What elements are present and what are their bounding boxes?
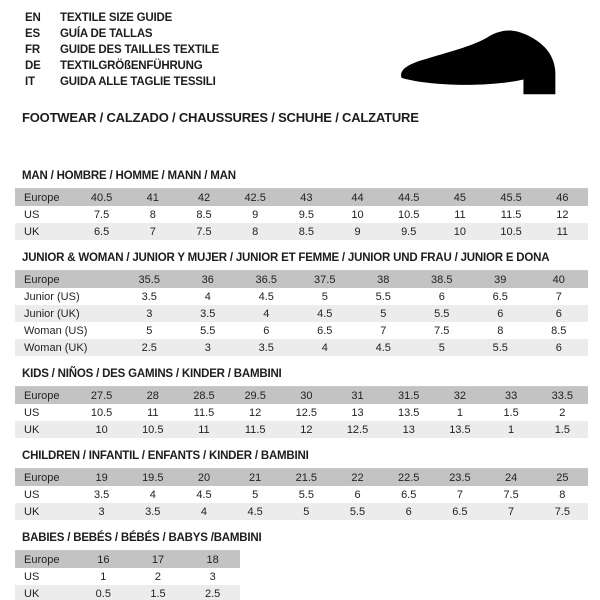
size-cell: 5.5 (298, 488, 314, 501)
size-cell: 44.5 (398, 191, 420, 204)
size-cell: 33 (504, 389, 518, 402)
size-cell: 5 (146, 324, 153, 337)
size-cell: 7 (149, 225, 156, 238)
size-cell: 4 (321, 341, 328, 354)
language-code: DE (25, 60, 41, 72)
table-row (15, 206, 588, 223)
table-title: KIDS / NIÑOS / DES GAMINS / KINDER / BAMBINI (22, 368, 282, 380)
size-cell: 3.5 (141, 290, 157, 303)
size-cell: 22 (351, 471, 364, 484)
size-cell: 6 (555, 341, 562, 354)
size-cell: 9.5 (298, 208, 314, 221)
size-cell: 6 (555, 307, 562, 320)
table-title: CHILDREN / INFANTIL / ENFANTS / KINDER / BAMBINI (22, 450, 309, 462)
size-cell: 3 (98, 505, 105, 518)
size-cell: 5.5 (200, 324, 216, 337)
size-cell: 8.5 (551, 324, 567, 337)
size-cell: 12 (249, 406, 262, 419)
size-cell: 4.5 (317, 307, 333, 320)
language-row (25, 74, 219, 90)
size-cell: 10 (453, 225, 467, 238)
language-list (25, 10, 219, 90)
table-row (15, 503, 588, 520)
size-cell: 8.5 (196, 208, 212, 221)
row-label: UK (24, 505, 40, 518)
row-label: UK (24, 423, 40, 436)
language-row (25, 26, 219, 42)
size-cell: 9.5 (401, 225, 417, 238)
size-cell: 18 (206, 553, 219, 566)
size-cell: 11.5 (500, 208, 522, 221)
size-cell: 5.5 (375, 290, 391, 303)
language-code: ES (25, 28, 40, 40)
language-row (25, 42, 219, 58)
size-cell: 39 (494, 273, 507, 286)
language-label: TEXTILE SIZE GUIDE (60, 12, 173, 24)
table-row (15, 223, 588, 240)
language-label: TEXTILGRÖßENFÜHRUNG (60, 60, 203, 72)
table-row (15, 585, 240, 600)
size-cell: 2.5 (141, 341, 157, 354)
table-section-babies (15, 532, 588, 600)
size-cell: 4 (204, 290, 211, 303)
size-cell: 45.5 (500, 191, 522, 204)
table-row (15, 568, 240, 585)
size-cell: 37.5 (314, 273, 336, 286)
table-row (15, 271, 588, 289)
table-section-junior-woman (15, 252, 588, 356)
size-table-junior-woman (15, 270, 588, 356)
size-cell: 24 (504, 471, 518, 484)
size-tables (15, 170, 588, 600)
size-cell: 3 (209, 570, 216, 583)
size-cell: 4.5 (196, 488, 212, 501)
size-cell: 7.5 (93, 208, 110, 221)
size-cell: 9 (354, 225, 361, 238)
size-cell: 6 (263, 324, 270, 337)
row-label: Europe (24, 553, 60, 566)
size-cell: 0.5 (95, 587, 111, 600)
size-cell: 21 (249, 471, 262, 484)
size-cell: 1.5 (150, 587, 166, 600)
size-cell: 6 (497, 307, 504, 320)
row-label: Junior (UK) (24, 307, 80, 320)
row-label: US (24, 208, 40, 221)
table-row (15, 339, 588, 356)
size-cell: 4.5 (258, 290, 274, 303)
size-cell: 5 (252, 488, 259, 501)
row-label: Woman (UK) (24, 341, 88, 354)
size-cell: 19.5 (142, 471, 164, 484)
size-cell: 6.5 (492, 290, 508, 303)
size-cell: 28 (146, 389, 159, 402)
size-cell: 32 (453, 389, 467, 402)
size-cell: 36.5 (255, 273, 277, 286)
size-cell: 3.5 (145, 505, 161, 518)
size-cell: 6 (405, 505, 412, 518)
size-cell: 4 (200, 505, 208, 518)
size-cell: 28.5 (193, 389, 215, 402)
size-cell: 31 (351, 389, 364, 402)
size-cell: 7.5 (554, 505, 570, 518)
size-cell: 8 (497, 324, 504, 337)
size-cell: 3 (204, 341, 211, 354)
size-cell: 5 (438, 341, 445, 354)
row-label: UK (24, 587, 40, 600)
size-cell: 12.5 (346, 423, 369, 436)
size-cell: 13.5 (449, 423, 471, 436)
size-cell: 19 (95, 471, 108, 484)
size-cell: 12 (556, 208, 569, 221)
size-cell: 1 (456, 406, 463, 419)
language-code: FR (25, 44, 40, 56)
table-section-man (15, 170, 588, 240)
size-cell: 8 (559, 488, 566, 501)
table-row (15, 189, 588, 207)
size-cell: 31.5 (398, 389, 420, 402)
size-cell: 10.5 (142, 423, 164, 436)
size-cell: 7 (456, 488, 463, 501)
size-cell: 3 (146, 307, 153, 320)
size-cell: 43 (300, 191, 313, 204)
size-cell: 1.5 (554, 423, 570, 436)
language-row (25, 10, 219, 26)
size-cell: 38 (377, 273, 390, 286)
size-cell: 10.5 (90, 406, 113, 419)
table-section-kids (15, 368, 588, 438)
size-cell: 2.5 (205, 587, 221, 600)
size-cell: 13.5 (398, 406, 420, 419)
size-cell: 42 (197, 191, 211, 204)
size-cell: 23.5 (449, 471, 471, 484)
size-cell: 3.5 (93, 488, 110, 501)
size-cell: 27.5 (90, 389, 113, 402)
size-cell: 6.5 (452, 505, 468, 518)
size-cell: 5 (321, 290, 328, 303)
size-cell: 22.5 (398, 471, 420, 484)
size-cell: 8 (149, 208, 156, 221)
size-cell: 9 (252, 208, 259, 221)
table-row (15, 404, 588, 421)
table-section-children (15, 450, 588, 520)
size-cell: 40.5 (90, 191, 113, 204)
size-cell: 11.5 (244, 423, 266, 436)
size-table-babies (15, 550, 240, 600)
size-cell: 10 (351, 208, 364, 221)
size-cell: 11 (556, 225, 569, 238)
size-cell: 5.5 (349, 505, 366, 518)
size-cell: 3.5 (258, 341, 274, 354)
table-row (15, 421, 588, 438)
language-code: EN (25, 12, 41, 24)
shoe-icon (395, 26, 575, 102)
size-cell: 7 (555, 290, 562, 303)
size-cell: 38.5 (431, 273, 453, 286)
size-cell: 11 (454, 208, 466, 221)
table-title: BABIES / BEBÉS / BÉBÉS / BABYS /BAMBINI (22, 532, 262, 544)
size-cell: 33.5 (551, 389, 574, 402)
size-cell: 36 (201, 273, 214, 286)
row-label: UK (24, 225, 40, 238)
size-cell: 45 (453, 191, 467, 204)
size-cell: 6.5 (401, 488, 417, 501)
size-cell: 6 (354, 488, 361, 501)
row-label: Europe (24, 471, 60, 484)
size-cell: 4 (149, 488, 156, 501)
row-label: Europe (24, 273, 60, 286)
row-label: Woman (US) (24, 324, 88, 337)
size-cell: 8.5 (298, 225, 314, 238)
size-cell: 11 (198, 423, 210, 436)
size-cell: 8 (252, 225, 259, 238)
size-cell: 4.5 (247, 505, 263, 518)
size-cell: 35.5 (138, 273, 160, 286)
table-row (15, 469, 588, 487)
size-cell: 6 (438, 290, 445, 303)
size-cell: 16 (97, 553, 110, 566)
table-row (15, 551, 240, 569)
size-cell: 5.5 (434, 307, 450, 320)
row-label: Europe (24, 389, 60, 402)
size-cell: 11.5 (193, 406, 215, 419)
size-cell: 4 (263, 307, 270, 320)
size-table-kids (15, 386, 588, 438)
size-cell: 4.5 (375, 341, 391, 354)
size-cell: 5.5 (492, 341, 508, 354)
row-label: US (24, 488, 40, 501)
size-cell: 21.5 (295, 471, 318, 484)
size-cell: 2 (154, 570, 162, 583)
size-cell: 7 (380, 324, 387, 337)
size-cell: 3.5 (200, 307, 216, 320)
size-cell: 7.5 (434, 324, 450, 337)
size-cell: 1.5 (503, 406, 519, 419)
size-cell: 6.5 (317, 324, 333, 337)
size-cell: 42.5 (244, 191, 266, 204)
size-cell: 6.5 (93, 225, 110, 238)
size-cell: 1 (100, 570, 107, 583)
category-heading: FOOTWEAR / CALZADO / CHAUSSURES / SCHUHE / CALZATURE (22, 110, 419, 125)
size-cell: 10 (95, 423, 108, 436)
size-cell: 17 (151, 553, 165, 566)
size-cell: 11 (147, 406, 159, 419)
language-code: IT (25, 76, 35, 88)
language-label: GUIDE DES TAILLES TEXTILE (60, 44, 219, 56)
size-cell: 30 (300, 389, 313, 402)
size-cell: 1 (508, 423, 515, 436)
row-label: Junior (US) (24, 290, 80, 303)
size-cell: 5 (380, 307, 387, 320)
size-cell: 2 (559, 406, 566, 419)
table-row (15, 486, 588, 503)
size-cell: 10.5 (500, 225, 522, 238)
table-title: MAN / HOMBRE / HOMME / MANN / MAN (22, 170, 236, 182)
table-row (15, 305, 588, 322)
language-row (25, 58, 219, 74)
size-cell: 46 (556, 191, 569, 204)
size-cell: 7 (508, 505, 515, 518)
size-cell: 41 (146, 191, 159, 204)
size-cell: 29.5 (244, 389, 266, 402)
size-cell: 7.5 (196, 225, 212, 238)
table-title: JUNIOR & WOMAN / JUNIOR Y MUJER / JUNIOR ET FEMME / JUNIOR UND FRAU / JUNIOR E DONA (22, 252, 550, 264)
size-cell: 12.5 (295, 406, 318, 419)
row-label: Europe (24, 191, 60, 204)
size-cell: 20 (197, 471, 211, 484)
size-cell: 40 (552, 273, 565, 286)
table-row (15, 322, 588, 339)
size-cell: 13 (351, 406, 364, 419)
size-cell: 5 (303, 505, 310, 518)
size-cell: 44 (351, 191, 364, 204)
size-cell: 13 (402, 423, 415, 436)
table-row (15, 288, 588, 305)
table-row (15, 387, 588, 405)
size-cell: 7.5 (503, 488, 519, 501)
size-cell: 12 (300, 423, 313, 436)
size-table-children (15, 468, 588, 520)
language-label: GUÍA DE TALLAS (60, 28, 153, 40)
size-cell: 10.5 (398, 208, 420, 221)
language-label: GUIDA ALLE TAGLIE TESSILI (60, 76, 216, 88)
row-label: US (24, 570, 40, 583)
row-label: US (24, 406, 40, 419)
size-cell: 25 (556, 471, 569, 484)
size-table-man (15, 188, 588, 240)
